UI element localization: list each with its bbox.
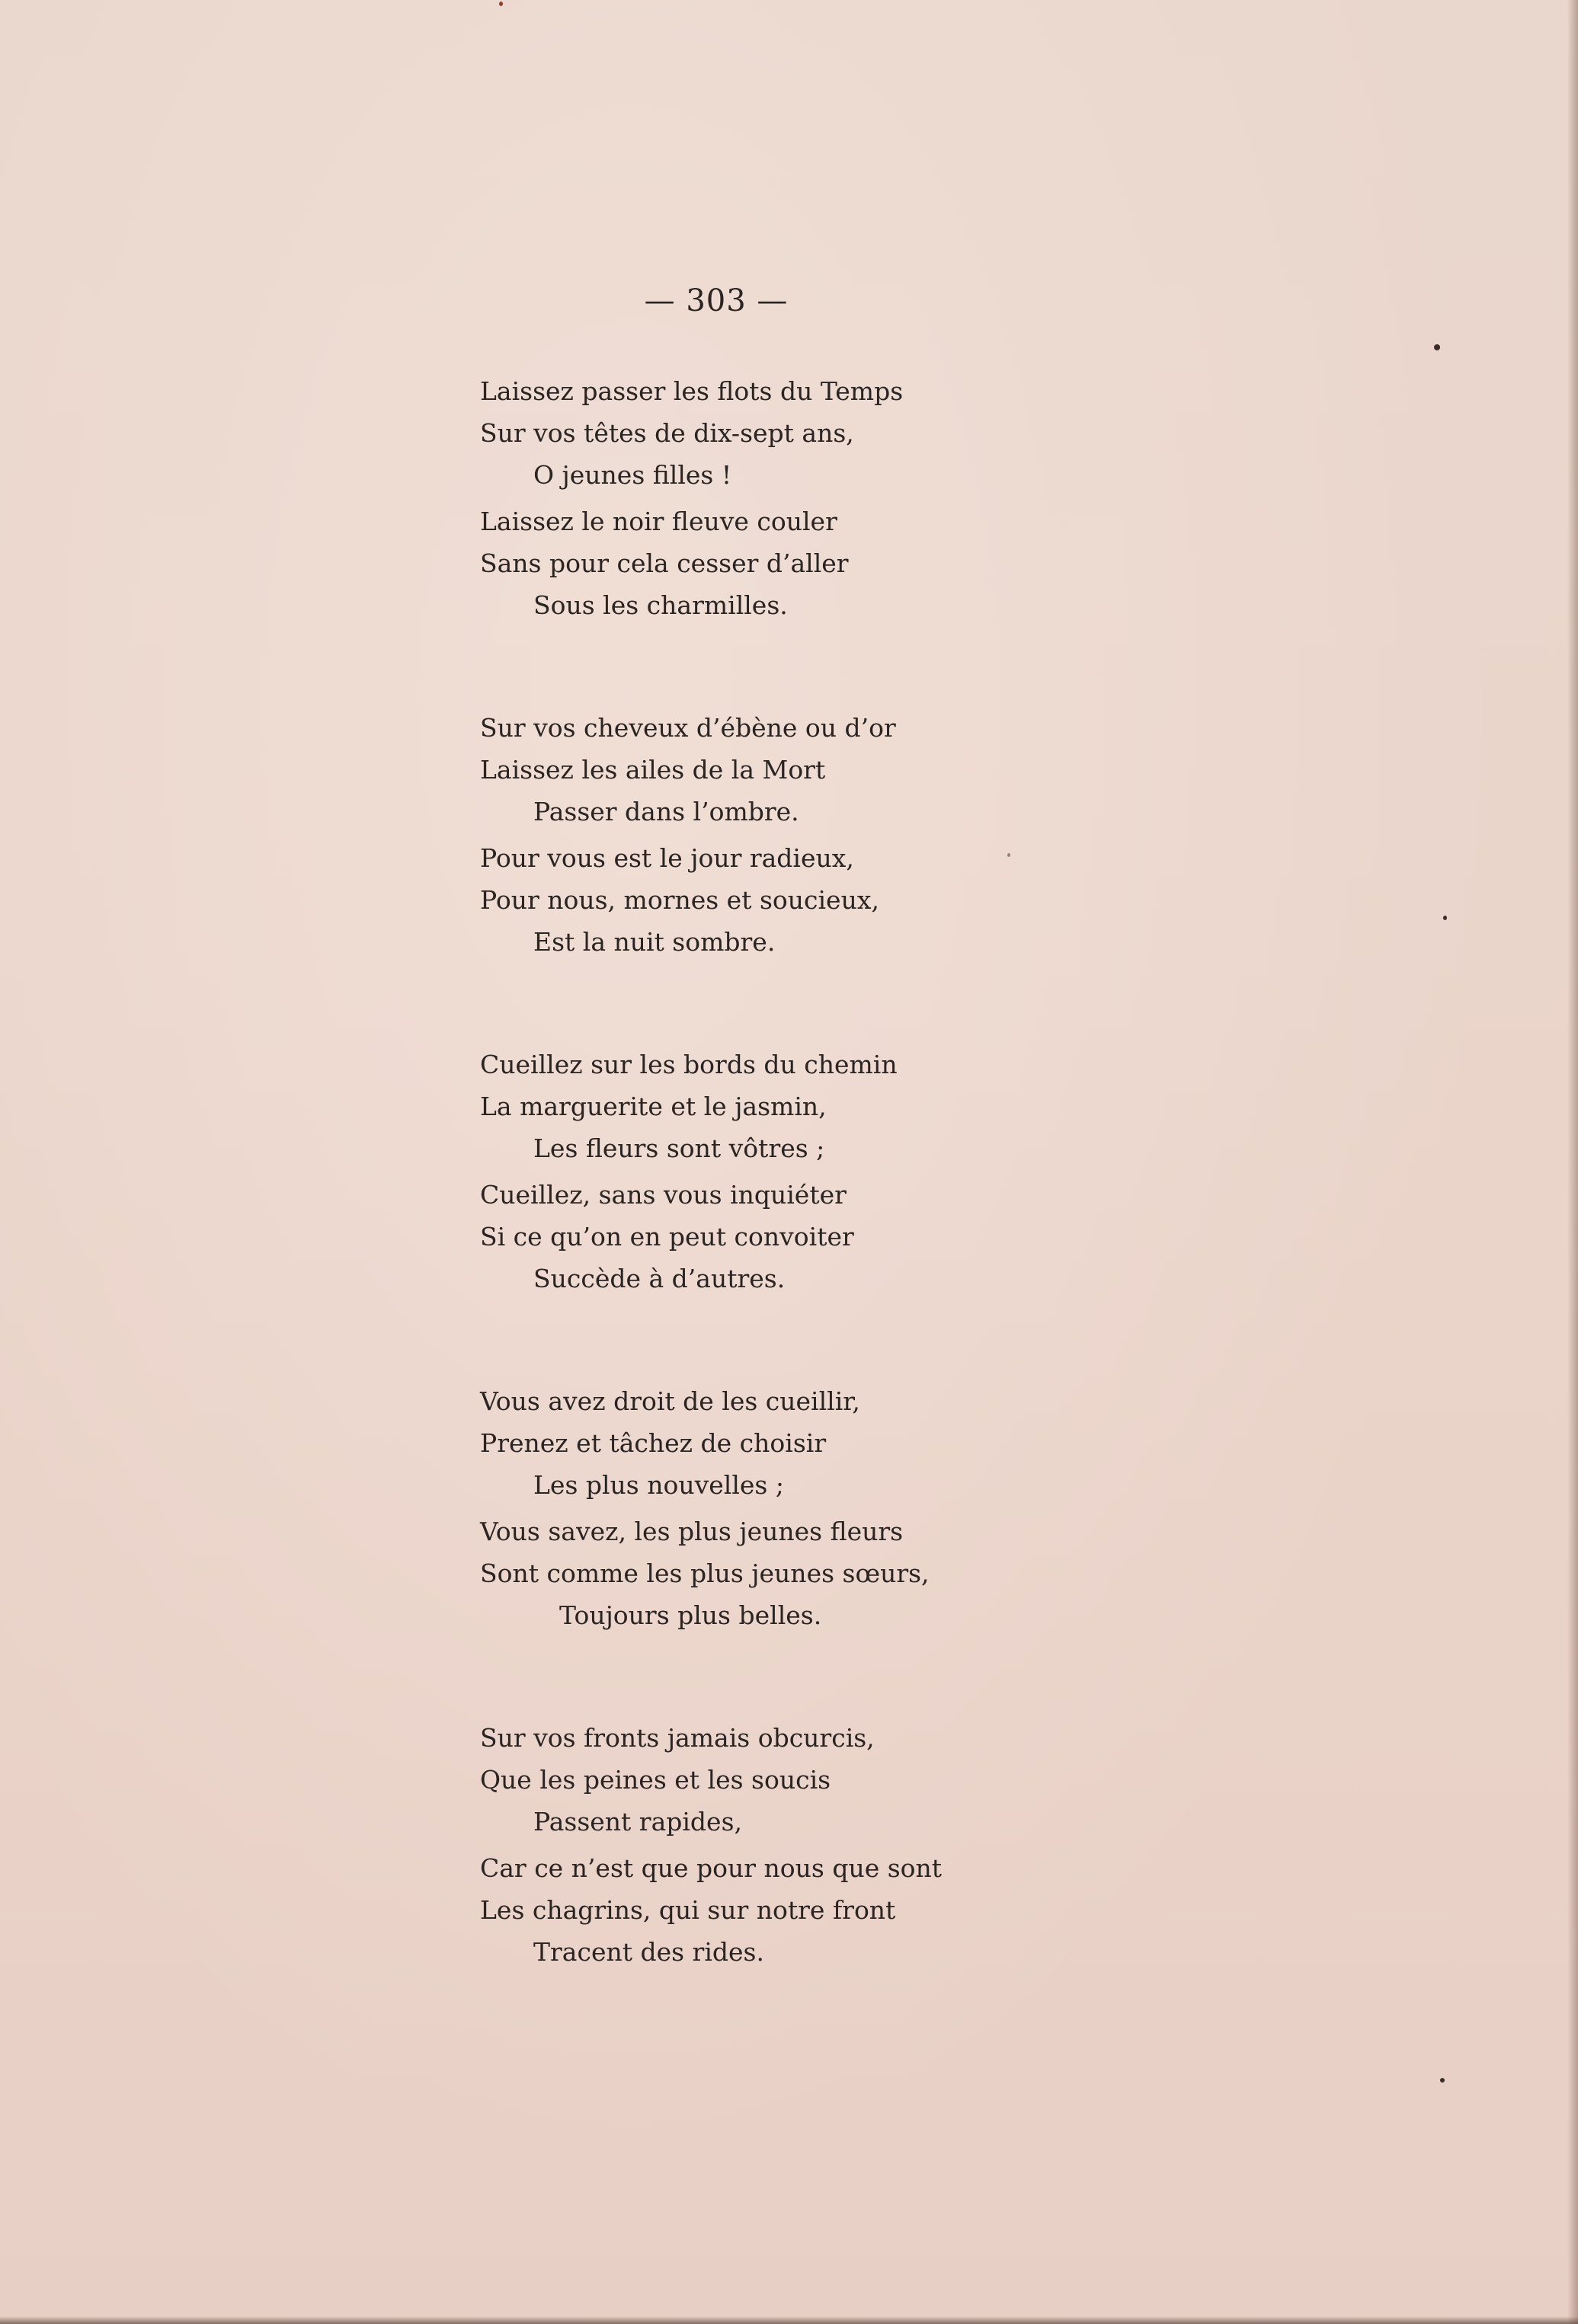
poem-line: Cueillez, sans vous inquiéter bbox=[480, 1180, 847, 1210]
poem-line: Car ce n’est que pour nous que sont bbox=[480, 1853, 943, 1883]
poem-line: Sur vos têtes de dix-sept ans, bbox=[480, 418, 854, 448]
poem-line: Succède à d’autres. bbox=[533, 1264, 786, 1293]
poem-line: Laissez le noir fleuve couler bbox=[480, 507, 837, 536]
poem-line: Sans pour cela cesser d’aller bbox=[480, 548, 849, 578]
poem-line: Prenez et tâchez de choisir bbox=[480, 1428, 827, 1458]
poem-line: Pour nous, mornes et soucieux, bbox=[480, 885, 879, 915]
stanza-2 bbox=[480, 707, 1318, 963]
poem-line: Passent rapides, bbox=[533, 1807, 743, 1837]
poem-line: Les chagrins, qui sur notre front bbox=[480, 1895, 896, 1925]
poem-line: Sur vos fronts jamais obcurcis, bbox=[480, 1723, 875, 1753]
poem-line: Cueillez sur les bords du chemin bbox=[480, 1050, 898, 1079]
poem-line: Passer dans l’ombre. bbox=[533, 797, 799, 826]
paper-speck bbox=[499, 2, 503, 6]
poem-line: Toujours plus belles. bbox=[559, 1600, 822, 1630]
poem-line: Les plus nouvelles ; bbox=[533, 1470, 784, 1500]
page-number: — 303 — bbox=[644, 283, 789, 318]
stanza-4 bbox=[480, 1380, 1318, 1636]
paper-speck bbox=[1443, 916, 1447, 920]
poem-line: Si ce qu’on en peut convoiter bbox=[480, 1222, 854, 1252]
poem-line: Pour vous est le jour radieux, bbox=[480, 843, 854, 873]
paper-speck bbox=[1434, 344, 1440, 350]
poem-line: Les fleurs sont vôtres ; bbox=[533, 1133, 825, 1163]
poem-line: Sous les charmilles. bbox=[533, 590, 788, 620]
poem-line: Vous avez droit de les cueillir, bbox=[480, 1386, 860, 1416]
stanza-3 bbox=[480, 1044, 1318, 1299]
paper-speck bbox=[1007, 853, 1010, 857]
poem-line: Est la nuit sombre. bbox=[533, 927, 776, 957]
poem-line: Sont comme les plus jeunes sœurs, bbox=[480, 1558, 930, 1588]
poem-line: Que les peines et les soucis bbox=[480, 1765, 831, 1795]
poem bbox=[480, 370, 1318, 1973]
poem-line: Sur vos cheveux d’ébène ou d’or bbox=[480, 713, 896, 743]
poem-line: Tracent des rides. bbox=[533, 1937, 764, 1967]
poem-line: O jeunes filles ! bbox=[533, 460, 732, 490]
poem-line: Laissez passer les flots du Temps bbox=[480, 376, 904, 406]
poem-line: La marguerite et le jasmin, bbox=[480, 1092, 827, 1121]
stanza-5 bbox=[480, 1717, 1318, 1973]
paper-speck bbox=[1440, 2078, 1445, 2083]
stanza-1 bbox=[480, 370, 1318, 626]
poem-line: Laissez les ailes de la Mort bbox=[480, 755, 826, 785]
poem-line: Vous savez, les plus jeunes fleurs bbox=[480, 1517, 904, 1546]
